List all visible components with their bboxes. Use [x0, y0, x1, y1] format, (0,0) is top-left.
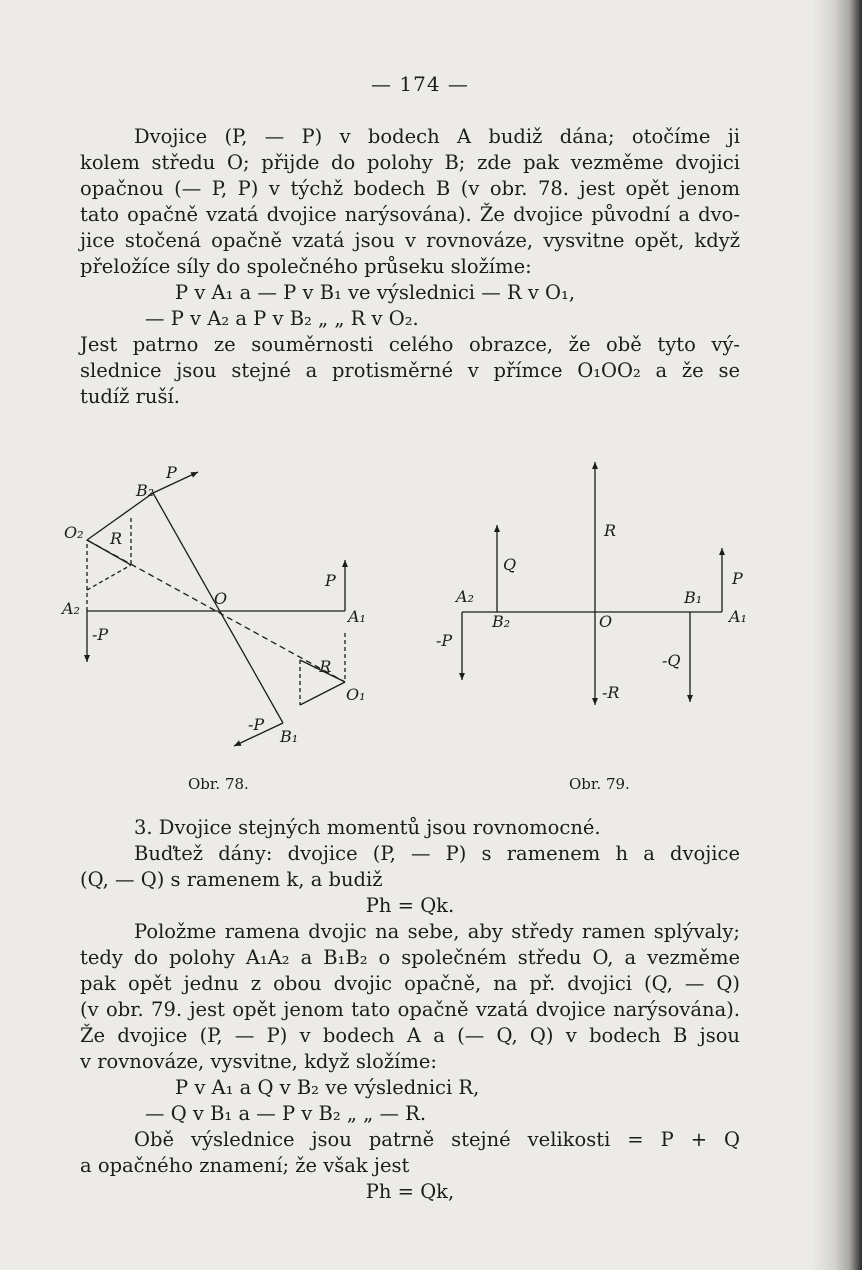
text-line: tato opačně vzatá dvojice narýsována). Že dvojice původní a dvo- [80, 203, 740, 226]
section-3 [80, 815, 740, 1205]
fig79-label: A₁ [729, 607, 747, 626]
fig79-label: Q [503, 555, 517, 574]
fig78-label: O [214, 589, 228, 608]
equation-line: — P v A₂ a P v B₂ „ „ R v O₂. [145, 307, 419, 330]
text-line: kolem středu O; přijde do polohy B; zde pak vezměme dvojici [80, 151, 740, 174]
fig79-label: -Q [662, 651, 681, 670]
fig78-label: A₂ [62, 599, 80, 618]
figure-79-caption: Obr. 79. [569, 775, 630, 793]
fig78-label: -R [314, 657, 332, 676]
section-heading: 3. Dvojice stejných momentů jsou rovnomocné. [134, 816, 601, 839]
text-line: slednice jsou stejné a protisměrné v přímce O₁OO₂ a že se [80, 359, 740, 382]
text-line: a opačného znamení; že však jest [80, 1154, 410, 1177]
text-line: v rovnováze, vysvitne, když složíme: [80, 1050, 437, 1073]
fig78-label: O₁ [346, 685, 366, 704]
fig79-label: R [604, 521, 617, 540]
fig78-label: B₁ [280, 727, 299, 746]
fig79-label: B₁ [684, 588, 703, 607]
equation-line: P v A₁ a Q v B₂ ve výslednici R, [175, 1076, 480, 1099]
page-number: — 174 — [371, 72, 469, 96]
fig78-label: -P [92, 625, 109, 644]
text-line: Jest patrno ze souměrnosti celého obrazce, že obě tyto vý- [80, 333, 740, 356]
fig78-label: R [110, 529, 123, 548]
text-line: opačnou (— P, P) v týchž bodech B (v obr. 78. jest opět jenom [80, 177, 740, 200]
fig78-label: -P [248, 715, 265, 734]
fig79-label: -R [602, 683, 620, 702]
fig79-label: B₂ [492, 612, 511, 631]
equation-line: Ph = Qk. [365, 894, 455, 917]
fig79-label: -P [436, 631, 453, 650]
equation-line: — Q v B₁ a — P v B₂ „ „ — R. [145, 1102, 427, 1125]
fig78-label: B₂ [136, 481, 155, 500]
fig78-label: P [325, 571, 336, 590]
text-line: pak opět jednu z obou dvojic opačně, na př. dvojici (Q, — Q) [80, 972, 740, 995]
text-line: (v obr. 79. jest opět jenom tato opačně vzatá dvojice narýsována). [80, 998, 740, 1021]
figure-78-caption: Obr. 78. [188, 775, 249, 793]
text-line: přeložíce síly do společného průseku složíme: [80, 255, 532, 278]
text-line: jice stočená opačně vzatá jsou v rovnováze, vysvitne opět, když [80, 229, 740, 252]
text-line: Že dvojice (P, — P) v bodech A a (— Q, Q) v bodech B jsou [80, 1024, 740, 1047]
text-line: Položme ramena dvojic na sebe, aby středy ramen splývaly; [134, 920, 740, 943]
figure-79 [462, 462, 722, 705]
text-line: (Q, — Q) s ramenem k, a budiž [80, 868, 383, 891]
fig79-label: A₂ [456, 587, 474, 606]
fig78-label: O₂ [64, 523, 84, 542]
equation-line: P v A₁ a — P v B₁ ve výslednici — R v O₁, [175, 281, 576, 304]
text-line: tedy do polohy A₁A₂ a B₁B₂ o společném středu O, a vezměme [80, 946, 740, 969]
fig79-label: O [599, 612, 613, 631]
text-line: Dvojice (P, — P) v bodech A budiž dána; otočíme ji [134, 125, 740, 148]
fig78-label: P [166, 463, 177, 482]
fig79-label: P [732, 569, 743, 588]
arm-line [153, 493, 283, 723]
equation-line: Ph = Qk, [365, 1180, 455, 1203]
text-line: Obě výslednice jsou patrně stejné velikosti = P + Q [134, 1128, 740, 1151]
text-line: Buďtež dány: dvojice (P, — P) s ramenem h a dvojice [134, 842, 740, 865]
text-line: tudíž ruší. [80, 385, 180, 408]
fig78-label: A₁ [348, 607, 366, 626]
